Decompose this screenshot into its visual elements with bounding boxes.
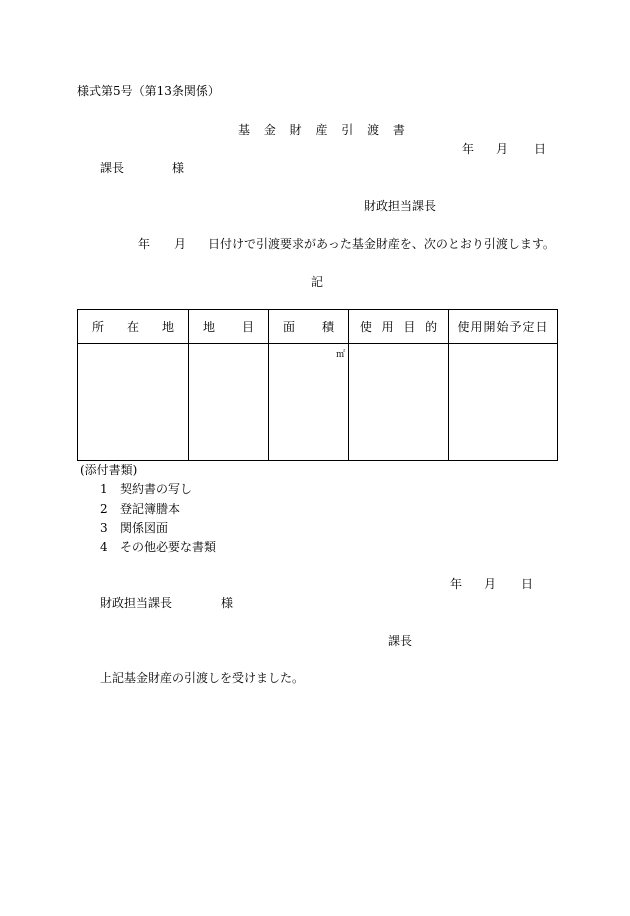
attachment-num-3: 3 xyxy=(100,521,108,535)
date-month-2: 月 xyxy=(484,577,497,591)
table-header-row xyxy=(78,310,558,344)
date-year-1: 年 xyxy=(462,142,475,156)
header-area: 面 積 xyxy=(269,310,349,344)
attachment-text-3: 関係図面 xyxy=(120,521,169,535)
date-day-2: 日 xyxy=(521,577,534,591)
cell-land-category xyxy=(189,344,269,461)
document-title: 基 金 財 産 引 渡 書 xyxy=(238,123,410,137)
form-number: 様式第5号（第13条関係） xyxy=(77,84,220,98)
attachments-heading: (添付書類) xyxy=(80,463,138,477)
attachment-num-1: 1 xyxy=(100,482,108,496)
header-purpose: 使 用 目 的 xyxy=(349,310,449,344)
attachment-text-4: その他必要な書類 xyxy=(120,540,217,554)
body-year: 年 xyxy=(138,237,151,251)
header-location: 所 在 地 xyxy=(78,310,189,344)
cell-start-date xyxy=(449,344,558,461)
cell-area xyxy=(269,344,349,461)
addressee-title-1: 課長 xyxy=(100,161,125,175)
date-day-1: 日 xyxy=(534,142,547,156)
attachment-num-2: 2 xyxy=(100,502,108,516)
property-table xyxy=(77,309,558,461)
addressee-honorific-2: 様 xyxy=(221,596,234,610)
cell-location xyxy=(78,344,189,461)
attachment-text-1: 契約書の写し xyxy=(120,482,193,496)
date-month-1: 月 xyxy=(496,142,509,156)
header-start-date: 使用開始予定日 xyxy=(449,310,558,344)
table-row xyxy=(78,344,558,461)
attachment-num-4: 4 xyxy=(100,540,108,554)
ki-label: 記 xyxy=(311,275,324,289)
sender-1: 財政担当課長 xyxy=(364,199,437,213)
addressee-title-2: 財政担当課長 xyxy=(100,596,173,610)
sender-2: 課長 xyxy=(388,634,413,648)
date-year-2: 年 xyxy=(450,577,463,591)
area-unit: ㎡ xyxy=(335,350,345,360)
receipt-text: 上記基金財産の引渡しを受けました。 xyxy=(100,671,305,685)
attachment-text-2: 登記簿謄本 xyxy=(120,502,181,516)
cell-purpose xyxy=(349,344,449,461)
body-month: 月 xyxy=(174,237,187,251)
addressee-honorific-1: 様 xyxy=(172,161,185,175)
body-text: 日付けで引渡要求があった基金財産を、次のとおり引渡します。 xyxy=(208,237,555,251)
header-land-category: 地 目 xyxy=(189,310,269,344)
